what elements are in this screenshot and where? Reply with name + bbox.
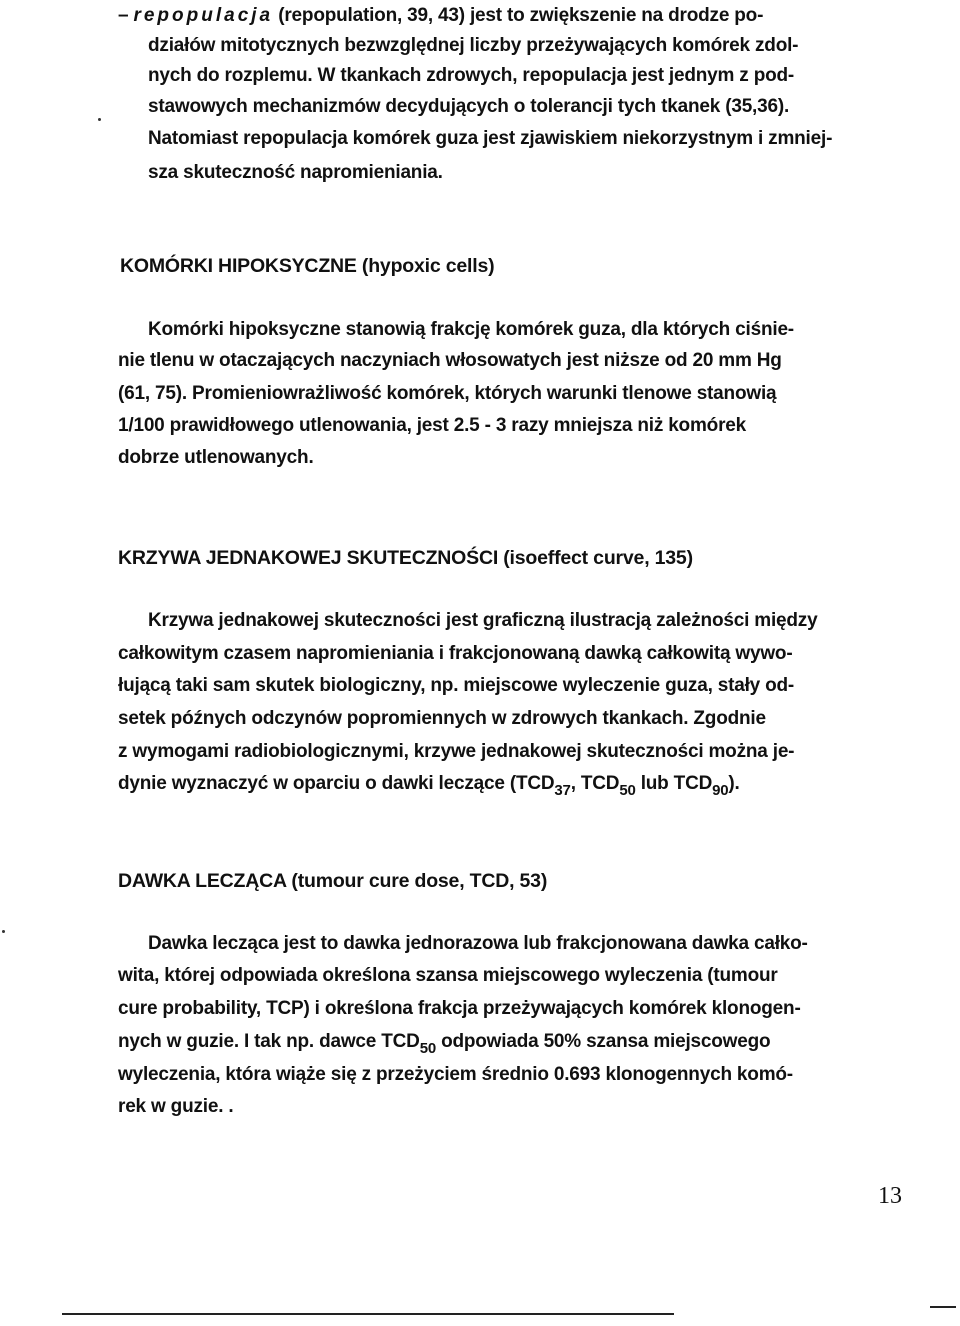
term-repopulacja: repopulacja (133, 5, 274, 26)
section-3-line-1: Dawka lecząca jest to dawka jednorazowa lub frakcjonowana dawka całko- (148, 933, 808, 954)
section-3-line-6: rek w guzie. . (118, 1096, 234, 1117)
section-3-line-4-suffix: odpowiada 50% szansa miejscowego (435, 1031, 771, 1052)
section-3-line-4 (118, 1030, 771, 1057)
page-number: 13 (878, 1183, 902, 1209)
scan-dot-left (2, 930, 5, 933)
section-3-line-3: cure probability, TCP) i określona frakcja przeżywających komórek klonogen- (118, 998, 801, 1019)
section-2-line-3: łującą taki sam skutek biologiczny, np. miejscowe wyleczenie guza, stały od- (118, 675, 795, 696)
section-1-line-4: 1/100 prawidłowego utlenowania, jest 2.5 - 3 razy mniejsza niż komórek (118, 415, 746, 436)
section-1-line-3: (61, 75). Promieniowrażliwość komórek, których warunki tlenowe stanowią (118, 383, 777, 404)
section-2-line-6-suffix: ). (728, 773, 740, 794)
section-2-line-4: setek późnych odczynów popromiennych w zdrowych tkankach. Zgodnie (118, 708, 766, 729)
top-paragraph-line-1 (118, 4, 763, 28)
section-2-line-5: z wymogami radiobiologicznymi, krzywe jednakowej skuteczności można je- (118, 741, 795, 762)
section-2-line-6-mid2: lub TCD (635, 773, 713, 794)
list-dash: – (118, 5, 129, 26)
section-3-line-4-prefix: nych w guzie. I tak np. dawce TCD (118, 1031, 420, 1052)
top-paragraph-line-5: Natomiast repopulacja komórek guza jest zjawiskiem niekorzystnym i zmniej- (148, 128, 833, 149)
section-3-line-2: wita, której odpowiada określona szansa miejscowego wyleczenia (tumour (118, 965, 778, 986)
section-heading-isoeffect-curve: KRZYWA JEDNAKOWEJ SKUTECZNOŚCI (isoeffect curve, 135) (118, 547, 693, 569)
tcd90-subscript: 90 (712, 782, 729, 799)
section-2-line-1: Krzywa jednakowej skuteczności jest graficzną ilustracją zależności między (148, 610, 818, 631)
scan-dot-top (98, 118, 101, 121)
bottom-right-scan-mark (930, 1306, 956, 1308)
tcd50-subscript: 50 (619, 782, 636, 799)
top-paragraph-line-2: działów mitotycznych bezwzględnej liczby przeżywających komórek zdol- (148, 35, 799, 56)
top-paragraph-line-3: nych do rozplemu. W tkankach zdrowych, repopulacja jest jednym z pod- (148, 65, 795, 86)
section-1-line-5: dobrze utlenowanych. (118, 447, 314, 468)
section-2-line-6-mid1: , TCD (570, 773, 620, 794)
section-heading-hypoxic-cells: KOMÓRKI HIPOKSYCZNE (hypoxic cells) (120, 255, 495, 277)
section-1-line-1: Komórki hipoksyczne stanowią frakcję komórek guza, dla których ciśnie- (148, 319, 794, 340)
section-3-line-5: wyleczenia, która wiąże się z przeżyciem średnio 0.693 klonogennych komó- (118, 1064, 793, 1085)
section-2-line-6-prefix: dynie wyznaczyć w oparciu o dawki leczące (TCD (118, 773, 555, 794)
tcd50-subscript-2: 50 (419, 1040, 436, 1057)
top-paragraph-text-1: (repopulation, 39, 43) jest to zwiększenie na drodze po- (278, 5, 764, 26)
section-2-line-6 (118, 772, 740, 799)
section-1-line-2: nie tlenu w otaczających naczyniach włosowatych jest niższe od 20 mm Hg (118, 350, 782, 371)
tcd37-subscript: 37 (554, 782, 571, 799)
bottom-scan-rule (62, 1313, 674, 1315)
section-heading-tumour-cure-dose: DAWKA LECZĄCA (tumour cure dose, TCD, 53) (118, 870, 548, 892)
top-paragraph-line-6: sza skuteczność napromieniania. (148, 162, 443, 183)
top-paragraph-line-4: stawowych mechanizmów decydujących o tolerancji tych tkanek (35,36). (148, 96, 790, 117)
section-2-line-2: całkowitym czasem napromieniania i frakcjonowaną dawką całkowitą wywo- (118, 643, 793, 664)
